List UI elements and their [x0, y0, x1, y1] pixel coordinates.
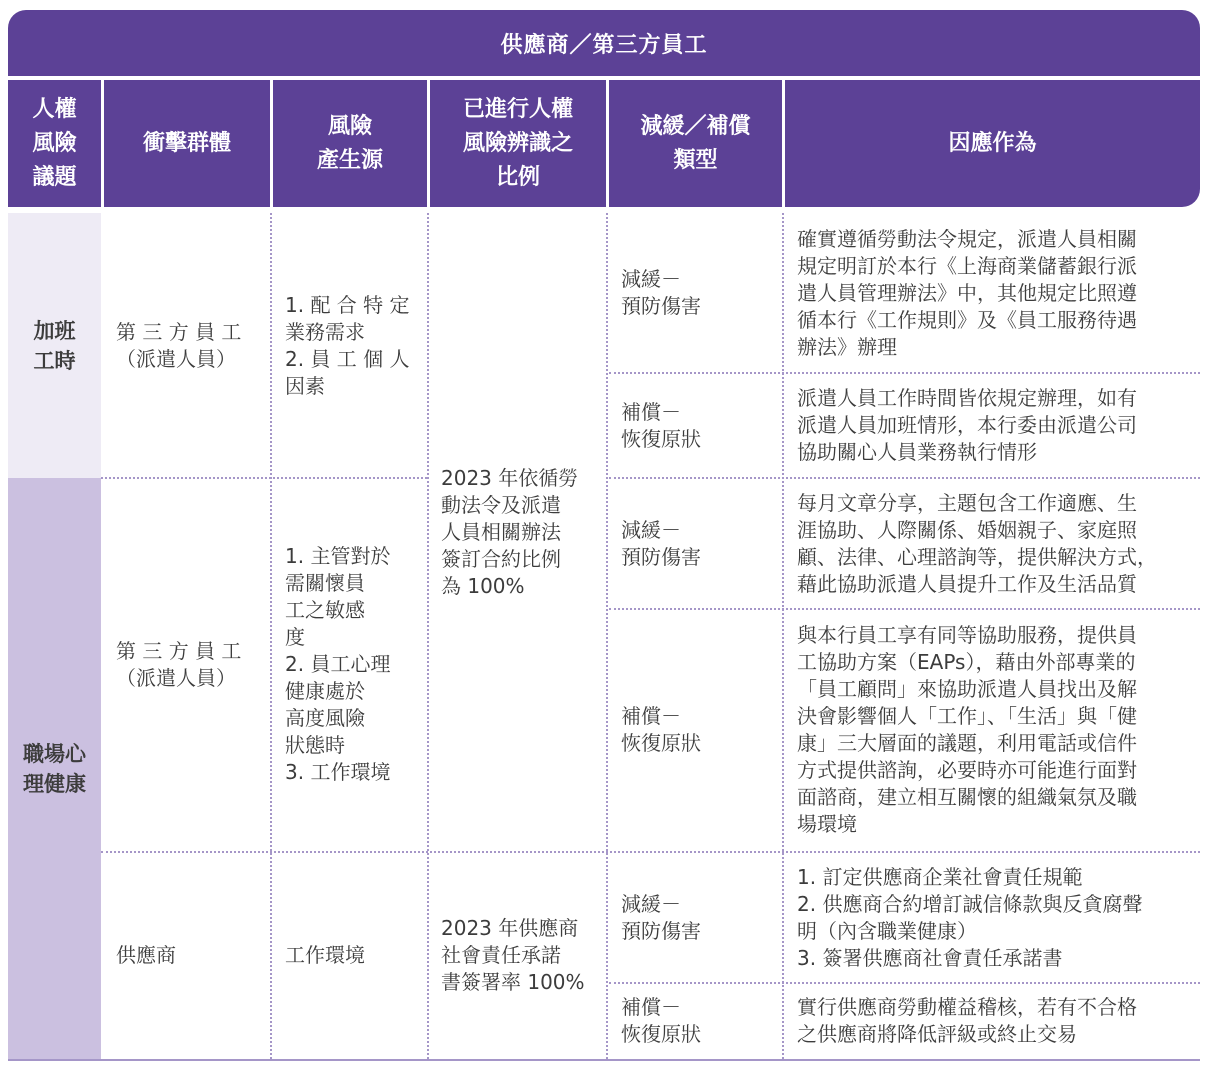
cell-mitigation-type-mental-1: 減緩－ 預防傷害 — [621, 517, 701, 569]
header-ratio: 已進行人權 風險辨識之 比例 — [430, 80, 606, 207]
cell-mitigation-type-supplier-2: 補償－ 恢復原狀 — [621, 995, 701, 1046]
header-response: 因應作為 — [785, 80, 1200, 207]
cell-group-mental-dispatch: 第 三 方 員 工 （派遣人員） — [116, 638, 242, 690]
cell-response-mental-1: 每月文章分享，主題包含工作適應、生 涯協助、人際關係、婚姻親子、家庭照 顧、法律、心理諮詢等，提供解決方式， 藉此協助派遣人員提升工作及生活品質 — [797, 490, 1157, 596]
cell-mitigation-type-overtime-2: 補償－ 恢復原狀 — [621, 399, 701, 451]
cell-ratio-dispatch: 2023 年依循勞 動法令及派遣 人員相關辦法 簽訂合約比例 為 100% — [441, 465, 579, 598]
issue-overtime: 加班 工時 — [33, 318, 76, 373]
header-mitigation-type: 減緩／補償 類型 — [609, 80, 782, 207]
table-title-banner — [8, 10, 1200, 76]
cell-mitigation-type-overtime-1: 減緩－ 預防傷害 — [621, 267, 701, 318]
divider — [427, 213, 429, 1059]
header-group: 衝擊群體 — [104, 80, 270, 207]
divider — [270, 213, 272, 1059]
issue-mental-health: 職場心 理健康 — [23, 742, 86, 796]
cell-response-supplier-1: 1. 訂定供應商企業社會責任規範 2. 供應商合約增訂誠信條款與反貪腐聲 明（內含職業健康） 3. 簽署供應商社會責任承諾書 — [797, 864, 1143, 970]
cell-response-mental-2: 與本行員工享有同等協助服務，提供員 工協助方案（EAPs），藉由外部專業的 「員工顧問」來協助派遣人員找出及解 決會影響個人「工作」、「生活」與「健 康」三大層面的議題，利用電話或信件 方式提供諮詢，必要時亦可能進行面對 面諮商，建立相互關懷的組織氣氛及職 場環境 — [797, 623, 1137, 836]
cell-mitigation-type-supplier-1: 減緩－ 預防傷害 — [621, 891, 701, 943]
header-issue: 人權 風險 議題 — [8, 80, 101, 207]
cell-response-supplier-2: 實行供應商勞動權益稽核，若有不合格 之供應商將降低評級或終止交易 — [797, 995, 1137, 1046]
cell-source-overtime: 1. 配 合 特 定 業務需求 2. 員 工 個 人 因素 — [285, 292, 410, 398]
divider — [606, 213, 608, 1059]
table-bottom-rule — [8, 1059, 1200, 1061]
divider — [782, 213, 784, 1059]
cell-source-mental-dispatch: 1. 主管對於 需關懷員 工之敏感 度 2. 員工心理 健康處於 高度風險 狀態時 3. 工作環境 — [285, 544, 391, 784]
cell-response-overtime-2: 派遣人員工作時間皆依規定辦理，如有 派遣人員加班情形，本行委由派遣公司 協助關心人員業務執行情形 — [797, 386, 1137, 464]
cell-response-overtime-1: 確實遵循勞動法令規定，派遣人員相關 規定明訂於本行《上海商業儲蓄銀行派 遣人員管理辦法》中，其他規定比照遵 循本行《工作規則》及《員工服務待遇 辦法》辦理 — [797, 226, 1137, 359]
table-title: 供應商／第三方員工 — [500, 32, 708, 58]
cell-mitigation-type-mental-2: 補償－ 恢復原狀 — [621, 704, 701, 755]
cell-group-supplier: 供應商 — [116, 943, 176, 967]
cell-source-supplier: 工作環境 — [285, 943, 365, 967]
cell-ratio-supplier: 2023 年供應商 社會責任承諾 書簽署率 100% — [441, 916, 585, 994]
cell-group-overtime: 第 三 方 員 工 （派遣人員） — [116, 319, 242, 371]
header-source: 風險 產生源 — [273, 80, 427, 207]
